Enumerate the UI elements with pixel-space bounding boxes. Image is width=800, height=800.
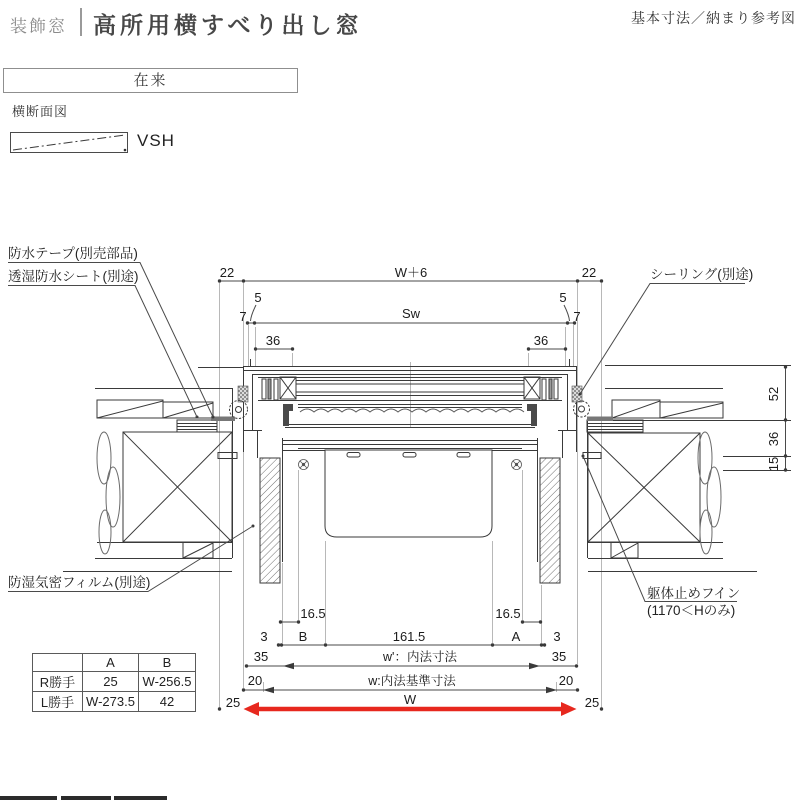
callout-waterproof-tape: 防水テープ(別売部品) — [8, 246, 138, 261]
method-box: 在来 — [3, 68, 298, 93]
dim-165-left: 16.5 — [300, 606, 326, 621]
dim-22-right: 22 — [581, 265, 597, 280]
dim-15-vert: 15 — [766, 456, 781, 472]
vsh-symbol-swatch — [11, 133, 128, 153]
dim-a: A — [511, 629, 521, 644]
table-header-blank — [33, 654, 83, 672]
right-wall — [583, 366, 791, 572]
callout-fin-line2: (1170＜Hのみ) — [647, 603, 736, 618]
table-cell: 25 — [83, 672, 139, 692]
dim-36-vert: 36 — [766, 431, 781, 447]
table-row — [33, 672, 196, 692]
dim-b: B — [298, 629, 308, 644]
dim-w-inner-label: w'：内法寸法 — [383, 650, 457, 664]
handing-dimension-table — [32, 653, 196, 712]
dim-sw: Sw — [401, 306, 421, 321]
dim-7-right: 7 — [573, 309, 581, 324]
dimension-texts — [220, 265, 781, 710]
operator-panel — [325, 450, 492, 537]
header-subtitle: 基本寸法／納まり参考図 — [631, 10, 796, 26]
dim-22-left: 22 — [219, 265, 235, 280]
dim-165-right: 16.5 — [495, 606, 521, 621]
callout-sealing: シーリング(別途) — [650, 267, 754, 282]
dim-36-left: 36 — [265, 333, 281, 348]
dim-5-left: 5 — [254, 290, 262, 305]
callout-breathable-sheet: 透湿防水シート(別途) — [8, 269, 139, 284]
dim-3-left: 3 — [260, 629, 268, 644]
dim-20-left: 20 — [247, 673, 263, 688]
dim-1615: 161.5 — [392, 629, 426, 644]
dim-36-right: 36 — [533, 333, 549, 348]
dim-35-right: 35 — [551, 649, 567, 664]
left-wall — [63, 368, 243, 572]
table-header-a: A — [83, 654, 139, 672]
table-cell: W-273.5 — [83, 692, 139, 712]
dim-25-left: 25 — [225, 695, 241, 710]
table-cell: L勝手 — [33, 692, 83, 712]
dim-w-plus-6: W＋6 — [394, 265, 428, 280]
dim-52-vert: 52 — [766, 386, 781, 402]
callout-fin-line1: 躯体止めフイン — [647, 586, 741, 601]
section-view-label: 横断面図 — [12, 104, 69, 119]
symbol-code-label: VSH — [137, 131, 175, 150]
bottom-cutoff-strip — [0, 796, 167, 800]
table-cell: 42 — [139, 692, 196, 712]
dim-20-right: 20 — [558, 673, 574, 688]
table-cell: W-256.5 — [139, 672, 196, 692]
callout-airtight-film: 防湿気密フィルム(別途) — [8, 575, 151, 590]
dim-3-right: 3 — [553, 629, 561, 644]
dim-w-base-label: w:内法基準寸法 — [368, 674, 456, 688]
dim-25-right: 25 — [584, 695, 600, 710]
table-row — [33, 692, 196, 712]
page-title: 高所用横すべり出し窓 — [93, 12, 363, 38]
dim-7-left: 7 — [239, 309, 247, 324]
category-label: 装飾窓 — [10, 17, 67, 36]
table-header-row — [33, 654, 196, 672]
dim-35-left: 35 — [253, 649, 269, 664]
dim-w: W — [403, 692, 417, 707]
table-cell: R勝手 — [33, 672, 83, 692]
table-header-b: B — [139, 654, 196, 672]
dim-5-right: 5 — [559, 290, 567, 305]
